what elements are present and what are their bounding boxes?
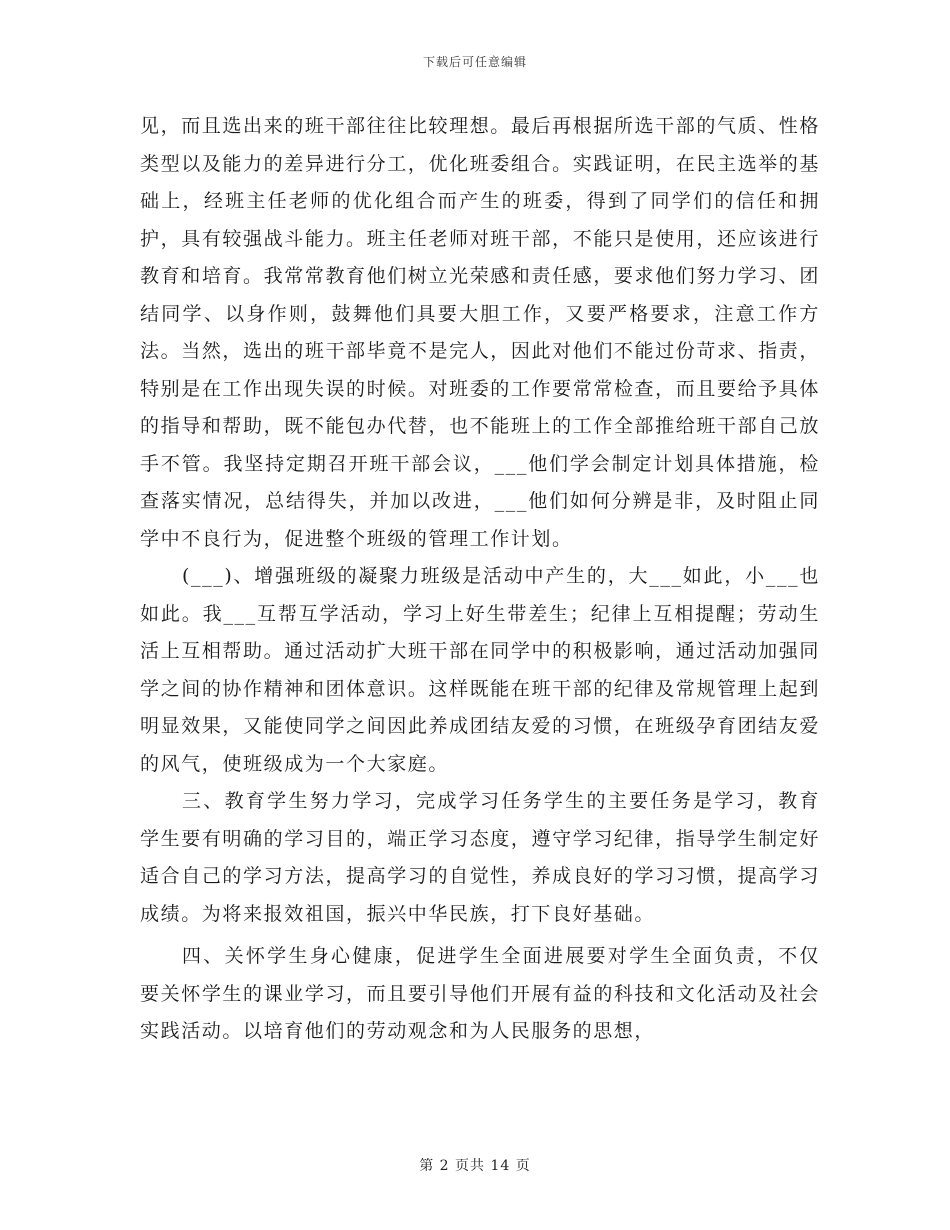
page-header: 下载后可任意编辑 [422, 55, 527, 69]
page-number: 第 2 页共 14 页 [419, 1158, 531, 1174]
paragraph-continuation: 见，而且选出来的班干部往往比较理想。最后再根据所选干部的气质、性格类型以及能力的差异进行分工，优化班委组合。实践证明，在民主选举的基础上，经班主任老师的优化组合而产生的班委，得到了同学们的信任和拥护，具有较强战斗能力。班主任老师对班干部，不能只是使用，还应该进行教育和培育。我常常教育他们树立光荣感和责任感，要求他们努力学习、团结同学、以身作则，鼓舞他们具要大胆工作，又要严格要求，注意工作方法。当然，选出的班干部毕竟不是完人，因此对他们不能过份苛求、指责，特别是在工作出现失误的时候。对班委的工作要常常检查，而且要给予具体的指导和帮助，既不能包办代替，也不能班上的工作全部推给班干部自己放手不管。我坚持定期召开班干部会议，___他们学会制定计划具体措施，检查落实情况，总结得失，并加以改进，___他们如何分辨是非，及时阻止同学中不良行为，促进整个班级的管理工作计划。 [140, 115, 820, 550]
paragraph-cohesion: (___)、增强班级的凝聚力班级是活动中产生的，大___如此，小___也如此。我___互帮互学活动，学习上好生带差生；纪律上互相提醒；劳动生活上互相帮助。通过活动扩大班干部在同学中的积极影响，通过活动加强同学之间的协作精神和团体意识。这样既能在班干部的纪律及常规管理上起到明显效果，又能使同学之间因此养成团结友爱的习惯，在班级孕育团结友爱的风气，使班级成为一个大家庭。 [140, 565, 820, 775]
paragraph-study: 三、教育学生努力学习，完成学习任务学生的主要任务是学习，教育学生要有明确的学习目的，端正学习态度，遵守学习纪律，指导学生制定好适合自己的学习方法，提高学习的自觉性，养成良好的学习习惯，提高学习成绩。为将来报效祖国，振兴中华民族，打下良好基础。 [140, 790, 820, 925]
document-body [140, 108, 820, 1051]
paragraph-health: 四、关怀学生身心健康，促进学生全面进展要对学生全面负责，不仅要关怀学生的课业学习，而且要引导他们开展有益的科技和文化活动及社会实践活动。以培育他们的劳动观念和为人民服务的思想， [140, 945, 820, 1042]
